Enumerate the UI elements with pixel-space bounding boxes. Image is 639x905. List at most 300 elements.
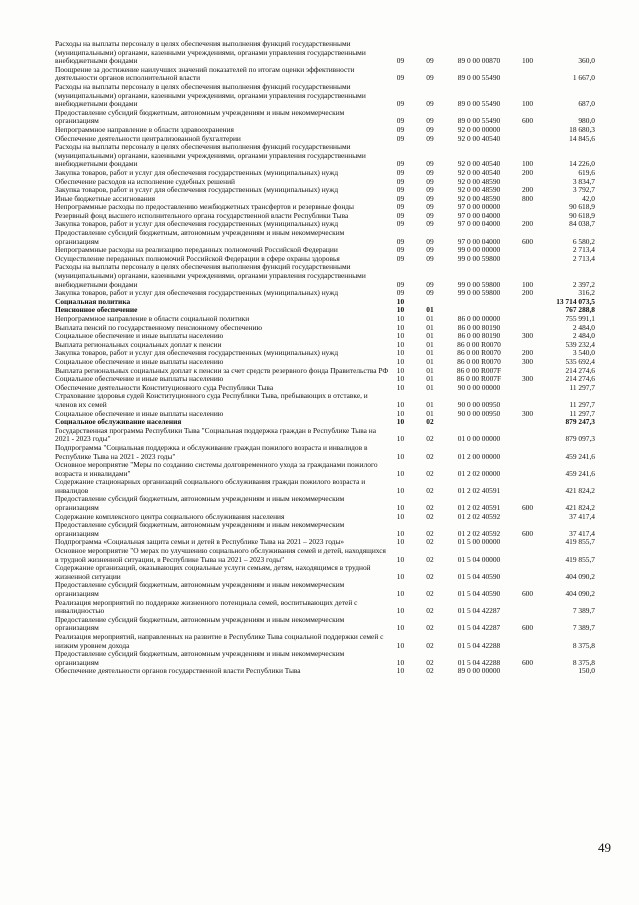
budget-item-name: Выплата региональных социальных доплат к пенсии за счет средств резервного фонда Правительства РФ [55, 365, 389, 375]
table-row [55, 40, 595, 66]
budget-item-name: Закупка товаров, работ и услуг для обеспечения государственных (муниципальных) нужд [55, 185, 339, 195]
budget-item-name: Пенсионное обеспечение [55, 305, 138, 315]
budget-item-name: Непрограммные расходы на реализацию переданных полномочий Российской Федерации [55, 245, 338, 255]
budget-item-name: Содержание стационарных организаций социального обслуживания граждан пожилого возраста и инвалидов [55, 477, 366, 495]
target-article-code: 99 0 00 59800 [457, 253, 501, 263]
target-article-code: 01 5 04 42288 [457, 640, 501, 650]
expense-type-code: 200 [521, 348, 534, 358]
subsection-code: 02 [426, 451, 434, 461]
target-article-code: 01 5 04 40590 [457, 589, 501, 598]
subsection-code: 09 [426, 210, 434, 220]
subsection-code: 09 [426, 56, 434, 66]
expense-type-code [510, 538, 545, 547]
budget-item-name: Выплата пенсий по государственному пенсионному обеспечению [55, 322, 262, 332]
amount: 214 274,6 [565, 374, 595, 384]
section-code: 10 [396, 528, 405, 538]
section-code: 10 [396, 485, 405, 495]
table-row [55, 392, 595, 409]
expense-type-code: 200 [521, 167, 534, 177]
table-row [55, 229, 595, 246]
amount: 687,0 [578, 99, 595, 109]
subsection-code: 01 [426, 314, 434, 323]
amount: 2 713,4 [572, 253, 595, 263]
section-code: 10 [396, 365, 405, 375]
table-row [55, 633, 595, 650]
amount: 18 680,3 [569, 124, 595, 134]
amount: 42,0 [582, 193, 595, 203]
subsection-code: 01 [426, 399, 434, 409]
table-row [55, 616, 595, 633]
section-code: 10 [396, 657, 405, 667]
budget-item-name: Государственная программа Республики Тыва "Социальная поддержка граждан в Республике Тыва на 2021 - 2023 годы" [55, 425, 376, 444]
subsection-code: 09 [426, 279, 434, 289]
amount: 11 297,7 [569, 399, 595, 409]
subsection-code: 09 [426, 159, 434, 169]
section-code: 10 [396, 417, 405, 427]
target-article-code: 86 0 00 80190 [457, 331, 501, 341]
section-code: 10 [396, 314, 405, 323]
subsection-code: 02 [426, 468, 434, 478]
target-article-code: 86 0 00 R0070 [457, 348, 501, 358]
expense-type-code [510, 461, 545, 478]
table-row [55, 444, 595, 461]
target-article-code: 92 0 00 40540 [457, 159, 501, 169]
section-code: 09 [396, 245, 405, 255]
budget-item-name: Социальное обеспечение и иные выплаты населению [55, 408, 224, 418]
budget-item-name: Социальное обеспечение и иные выплаты населению [55, 331, 224, 341]
section-code: 09 [396, 159, 405, 169]
budget-item-name: Расходы на выплаты персоналу в целях обеспечения выполнения функций государственными (муниципальными) органами, казенными учреждениями, органами управления государственными внебюджетными фондами [55, 262, 366, 289]
section-code: 10 [396, 589, 405, 598]
target-article-code: 01 2 00 00000 [457, 451, 501, 461]
section-code: 09 [396, 124, 405, 134]
target-article-code: 01 2 02 40591 [457, 485, 501, 495]
target-article-code: 86 0 00 R0070 [457, 339, 501, 349]
amount: 2 397,2 [572, 279, 595, 289]
budget-item-name: Подпрограмма "Социальная поддержка и обслуживание граждан пожилого возраста и инвалидов в Республике Тыва на 2021 - 2023 годы" [55, 442, 368, 461]
amount: 767 288,8 [565, 305, 595, 315]
amount: 879 247,3 [565, 417, 595, 427]
budget-item-name: Выплата региональных социальных доплат к пенсии [55, 339, 222, 349]
subsection-code: 09 [426, 185, 434, 195]
amount: 404 090,2 [565, 589, 595, 598]
budget-table-body [55, 40, 595, 676]
section-code: 09 [396, 253, 405, 263]
subsection-code: 01 [426, 356, 434, 366]
section-code: 10 [396, 606, 405, 616]
section-code: 10 [396, 356, 405, 366]
target-article-code: 01 2 02 00000 [457, 468, 501, 478]
section-code: 10 [396, 331, 405, 341]
expense-type-code [510, 135, 545, 144]
target-article-code: 01 2 02 40592 [457, 511, 501, 521]
subsection-code: 01 [426, 322, 434, 332]
expense-type-code [510, 298, 545, 307]
target-article-code: 01 2 02 40591 [457, 503, 501, 513]
amount: 8 375,8 [572, 657, 595, 667]
target-article-code: 89 0 00 55490 [457, 116, 501, 126]
section-code: 10 [396, 399, 405, 409]
section-code: 10 [396, 408, 405, 418]
subsection-code: 09 [426, 219, 434, 229]
expense-type-code [510, 478, 545, 495]
section-code: 09 [396, 99, 405, 109]
section-code: 10 [396, 305, 405, 315]
section-code: 10 [396, 296, 405, 306]
subsection-code: 02 [426, 640, 434, 650]
subsection-code: 02 [426, 657, 434, 667]
budget-item-name: Иные бюджетные ассигнования [55, 193, 156, 203]
expense-type-code [510, 66, 545, 83]
section-code: 10 [396, 571, 405, 581]
amount: 539 232,4 [565, 339, 595, 349]
target-article-code: 92 0 00 00000 [457, 124, 501, 134]
amount: 3 540,0 [572, 348, 595, 358]
table-row [55, 521, 595, 538]
target-article-code: 86 0 00 R007F [456, 365, 502, 375]
target-article-code: 86 0 00 R007F [456, 374, 502, 384]
amount: 980,0 [578, 116, 595, 126]
budget-item-name: Предоставление субсидий бюджетным, автономным учреждениям и иным некоммерческим организациям [55, 494, 345, 513]
target-article-code: 01 0 00 00000 [457, 434, 501, 444]
amount: 459 241,6 [565, 468, 595, 478]
section-code: 10 [396, 623, 405, 633]
table-row [55, 83, 595, 109]
subsection-code: 01 [426, 374, 434, 384]
budget-item-name: Осуществление переданных полномочий Российской Федерации в сфере охраны здоровья [55, 253, 340, 263]
target-article-code: 92 0 00 48590 [457, 193, 501, 203]
expense-type-code: 100 [521, 56, 534, 66]
table-row [55, 667, 595, 676]
target-article-code: 86 0 00 80190 [457, 322, 501, 332]
amount: 37 417,4 [569, 528, 595, 538]
target-article-code: 90 0 00 00950 [457, 408, 501, 418]
subsection-code: 09 [426, 124, 434, 134]
expense-type-code [510, 246, 545, 255]
amount: 619,6 [578, 167, 595, 177]
section-code: 10 [396, 537, 405, 547]
budget-item-name: Социальная политика [55, 296, 131, 306]
subsection-code: 09 [426, 245, 434, 255]
expense-type-code [510, 203, 545, 212]
amount: 14 845,6 [569, 133, 595, 143]
subsection-code: 01 [426, 305, 434, 315]
budget-item-name: Основное мероприятие "Меры по созданию системы долговременного ухода за гражданами пожилого возраста и инвалидами" [55, 460, 378, 478]
subsection-code: 09 [426, 99, 434, 109]
target-article-code [448, 418, 510, 427]
target-article-code: 90 0 00 00000 [457, 382, 501, 392]
section-code: 09 [396, 279, 405, 289]
section-code: 09 [396, 133, 405, 143]
section-code: 09 [396, 193, 405, 203]
amount: 2 484,0 [572, 331, 595, 341]
target-article-code: 92 0 00 40540 [457, 133, 501, 143]
budget-item-name: Обеспечение деятельности централизованной бухгалтерии [55, 133, 241, 143]
budget-item-name: Закупка товаров, работ и услуг для обеспечения государственных (муниципальных) нужд [55, 219, 339, 229]
section-code: 10 [396, 468, 405, 478]
section-code: 09 [396, 288, 405, 298]
subsection-code: 09 [426, 236, 434, 246]
section-code: 09 [396, 219, 405, 229]
expense-type-code [510, 513, 545, 522]
budget-item-name: Предоставление субсидий бюджетным, автономным учреждениям и иным некоммерческим организациям [55, 520, 345, 538]
amount: 7 389,7 [572, 623, 595, 633]
budget-item-name: Предоставление субсидий бюджетным, автономным учреждениям и иным некоммерческим организациям [55, 580, 345, 598]
section-code: 09 [396, 167, 405, 177]
target-article-code: 01 5 04 42288 [457, 657, 501, 667]
amount: 3 792,7 [572, 185, 595, 195]
target-article-code: 89 0 00 00000 [457, 666, 501, 676]
subsection-code: 09 [426, 167, 434, 177]
budget-item-name: Содержание комплексного центра социального обслуживания населения [55, 511, 285, 521]
target-article-code: 97 0 00 04000 [457, 236, 501, 246]
table-row [55, 109, 595, 126]
table-row [55, 461, 595, 478]
expense-type-code [510, 633, 545, 650]
budget-item-name: Социальное обслуживание населения [55, 417, 182, 427]
expense-type-code: 600 [521, 657, 534, 667]
expense-type-code [510, 667, 545, 676]
subsection-code: 01 [426, 339, 434, 349]
target-article-code: 97 0 00 04000 [457, 210, 501, 220]
budget-table [55, 40, 595, 676]
budget-item-name: Обеспечение расходов на исполнение судебных решений [55, 176, 236, 186]
target-article-code: 97 0 00 04000 [457, 219, 501, 229]
expense-type-code [510, 384, 545, 393]
subsection-code: 09 [426, 193, 434, 203]
budget-item-name: Страхование здоровья судей Конституционного суда Республики Тыва, пребывающих в отставке, и членов их семей [55, 391, 368, 409]
section-code: 10 [396, 348, 405, 358]
subsection-code: 09 [426, 253, 434, 263]
subsection-code: 02 [426, 417, 434, 427]
budget-item-name: Обеспечение деятельности органов государственной власти Республики Тыва [55, 666, 301, 676]
budget-item-name: Расходы на выплаты персоналу в целях обеспечения выполнения функций государственными (муниципальными) органами, казенными учреждениями, органами управления государственными внебюджетными фондами [55, 39, 366, 66]
budget-item-name: Предоставление субсидий бюджетным, автономным учреждениям и иным некоммерческим организациям [55, 649, 345, 667]
subsection-code: 09 [426, 133, 434, 143]
amount: 421 824,2 [565, 485, 595, 495]
expense-type-code: 300 [521, 331, 534, 341]
target-article-code [448, 298, 510, 307]
budget-item-name: Предоставление субсидий бюджетным, автономным учреждениям и иным некоммерческим организациям [55, 107, 345, 126]
target-article-code: 99 0 00 59800 [457, 288, 501, 298]
table-row [55, 599, 595, 616]
subsection-code: 02 [426, 606, 434, 616]
amount: 2 713,4 [572, 245, 595, 255]
expense-type-code [510, 126, 545, 135]
amount: 419 855,7 [565, 554, 595, 564]
expense-type-code [510, 306, 545, 315]
subsection-code: 02 [426, 623, 434, 633]
amount: 7 389,7 [572, 606, 595, 616]
target-article-code: 92 0 00 48590 [457, 176, 501, 186]
amount: 84 038,7 [569, 219, 595, 229]
section-code: 09 [396, 210, 405, 220]
section-code: 09 [396, 202, 405, 212]
expense-type-code: 300 [521, 408, 534, 418]
table-row [55, 495, 595, 512]
target-article-code: 97 0 00 00000 [457, 202, 501, 212]
target-article-code: 89 0 00 55490 [457, 73, 501, 83]
amount: 90 618,9 [569, 210, 595, 220]
table-row [55, 143, 595, 169]
budget-item-name: Социальное обеспечение и иные выплаты населению [55, 374, 224, 384]
expense-type-code: 600 [521, 528, 534, 538]
table-row [55, 581, 595, 598]
subsection-code: 02 [426, 528, 434, 538]
budget-item-name: Закупка товаров, работ и услуг для обеспечения государственных (муниципальных) нужд [55, 167, 339, 177]
amount: 8 375,8 [572, 640, 595, 650]
amount: 90 618,9 [569, 202, 595, 212]
section-code: 10 [396, 666, 405, 676]
target-article-code: 01 5 04 42287 [457, 606, 501, 616]
amount: 755 991,1 [565, 314, 595, 323]
expense-type-code: 800 [521, 193, 534, 203]
expense-type-code [510, 427, 545, 444]
target-article-code: 01 5 04 00000 [457, 554, 501, 564]
section-code: 10 [396, 503, 405, 513]
subsection-code: 02 [426, 503, 434, 513]
target-article-code: 01 2 02 40592 [457, 528, 501, 538]
amount: 459 241,6 [565, 451, 595, 461]
target-article-code: 86 0 00 00000 [457, 314, 501, 323]
section-code: 10 [396, 322, 405, 332]
expense-type-code [510, 444, 545, 461]
budget-item-name: Обеспечение деятельности Конституционного суда Республики Тыва [55, 382, 274, 392]
amount: 419 855,7 [565, 537, 595, 547]
target-article-code: 86 0 00 R0070 [457, 356, 501, 366]
amount: 3 834,7 [572, 176, 595, 186]
section-code: 10 [396, 511, 405, 521]
expense-type-code: 200 [521, 288, 534, 298]
section-code: 10 [396, 339, 405, 349]
expense-type-code: 100 [521, 99, 534, 109]
subsection-code: 02 [426, 554, 434, 564]
subsection-code: 02 [426, 434, 434, 444]
expense-type-code [510, 418, 545, 427]
budget-item-name: Реализация мероприятий, направленных на развитие в Республике Тыва социальной поддержки семей с низким уровнем дохода [55, 631, 384, 650]
expense-type-code: 600 [521, 116, 534, 126]
expense-type-code [510, 255, 545, 264]
budget-item-name: Расходы на выплаты персоналу в целях обеспечения выполнения функций государственными (муниципальными) органами, казенными учреждениями, органами управления государственными внебюджетными фондами [55, 142, 366, 169]
budget-item-name: Предоставление субсидий бюджетным, автономным учреждениям и иным некоммерческим организациям [55, 614, 345, 633]
section-code: 10 [396, 554, 405, 564]
target-article-code: 89 0 00 00870 [457, 56, 501, 66]
expense-type-code: 300 [521, 374, 534, 384]
amount: 13 714 073,5 [556, 296, 595, 306]
subsection-code: 02 [426, 571, 434, 581]
section-code: 09 [396, 56, 405, 66]
subsection-code: 01 [426, 348, 434, 358]
table-row [55, 263, 595, 289]
amount: 11 297,7 [569, 408, 595, 418]
target-article-code: 99 0 00 00000 [457, 245, 501, 255]
target-article-code: 92 0 00 40540 [457, 167, 501, 177]
table-row [55, 547, 595, 564]
section-code: 10 [396, 374, 405, 384]
table-row [55, 650, 595, 667]
amount: 14 226,0 [569, 159, 595, 169]
budget-item-name: Непрограммное направление в области социальной политики [55, 314, 250, 323]
subsection-code: 02 [426, 666, 434, 676]
section-code: 10 [396, 640, 405, 650]
budget-item-name: Непрограммное направление в области здравоохранения [55, 124, 234, 134]
target-article-code: 92 0 00 48590 [457, 185, 501, 195]
expense-type-code [510, 599, 545, 616]
subsection-code: 09 [426, 176, 434, 186]
target-article-code: 01 5 04 40590 [457, 571, 501, 581]
section-code: 10 [396, 382, 405, 392]
budget-item-name: Непрограммные расходы по предоставлению межбюджетных трансфертов и резервные фонды [55, 202, 355, 212]
section-code: 09 [396, 176, 405, 186]
budget-item-name: Основное мероприятие "О мерах по улучшению социального обслуживания семей и детей, находящихся в трудной жизненной ситуации, в Республике Тыва на 2021 – 2023 годы" [55, 546, 386, 564]
section-code: 09 [396, 73, 405, 83]
section-code: 10 [396, 434, 405, 444]
expense-type-code: 100 [521, 159, 534, 169]
section-code: 09 [396, 236, 405, 246]
expense-type-code: 600 [521, 623, 534, 633]
amount: 360,0 [578, 56, 595, 66]
budget-item-name: Закупка товаров, работ и услуг для обеспечения государственных (муниципальных) нужд [55, 348, 339, 358]
subsection-code: 01 [426, 382, 434, 392]
budget-item-name: Предоставление субсидий бюджетным, автономным учреждениям и иным некоммерческим организациям [55, 228, 345, 246]
table-row [55, 478, 595, 495]
budget-item-name: Реализация мероприятий по поддержке жизненного потенциала семей, воспитывающих детей с инвалидностью [55, 597, 358, 616]
amount: 214 274,6 [565, 365, 595, 375]
target-article-code: 01 5 04 42287 [457, 623, 501, 633]
budget-item-name: Содержание организаций, оказывающих социальные услуги семьям, детям, находящимся в трудной жизненной ситуации [55, 563, 371, 581]
subsection-code: 02 [426, 511, 434, 521]
expense-type-code: 300 [521, 356, 534, 366]
amount: 879 097,3 [565, 434, 595, 444]
section-code: 09 [396, 116, 405, 126]
subsection-code: 09 [426, 73, 434, 83]
budget-item-name: Подпрограмма «Социальная защита семьи и детей в Республике Тыва на 2021 – 2023 годы» [55, 537, 345, 547]
subsection-code: 01 [426, 365, 434, 375]
expense-type-code: 200 [521, 185, 534, 195]
subsection-code: 09 [426, 116, 434, 126]
amount: 2 484,0 [572, 322, 595, 332]
amount: 535 692,4 [565, 356, 595, 366]
table-row [55, 564, 595, 581]
expense-type-code: 200 [521, 219, 534, 229]
page-number: 49 [598, 840, 611, 855]
budget-item-name: Социальное обеспечение и иные выплаты населению [55, 356, 224, 366]
amount: 6 580,2 [572, 236, 595, 246]
budget-item-name: Расходы на выплаты персоналу в целях обеспечения выполнения функций государственными (муниципальными) органами, казенными учреждениями, органами управления государственными внебюджетными фондами [55, 81, 366, 109]
expense-type-code: 600 [521, 236, 534, 246]
expense-type-code: 600 [521, 503, 534, 513]
amount: 150,0 [578, 666, 595, 676]
table-row [55, 289, 595, 298]
expense-type-code: 100 [521, 279, 534, 289]
subsection-code: 01 [426, 331, 434, 341]
amount: 404 090,2 [565, 571, 595, 581]
subsection-code: 09 [426, 202, 434, 212]
target-article-code: 01 5 00 00000 [457, 537, 501, 547]
subsection-code: 09 [426, 288, 434, 298]
subsection-code: 01 [426, 408, 434, 418]
budget-item-name: Закупка товаров, работ и услуг для обеспечения государственных (муниципальных) нужд [55, 288, 339, 298]
expense-type-code [510, 564, 545, 581]
budget-item-name: Резервный фонд высшего исполнительного органа государственной власти Республики Тыва [55, 210, 349, 220]
budget-item-name: Поощрение за достижение наилучших значений показателей по итогам оценки эффективности деятельности органов исполнительной власти [55, 64, 355, 83]
subsection-code: 02 [426, 485, 434, 495]
amount: 1 667,0 [572, 73, 595, 83]
expense-type-code [510, 392, 545, 409]
section-code: 09 [396, 185, 405, 195]
expense-type-code: 600 [521, 589, 534, 598]
amount: 316,2 [578, 288, 595, 298]
